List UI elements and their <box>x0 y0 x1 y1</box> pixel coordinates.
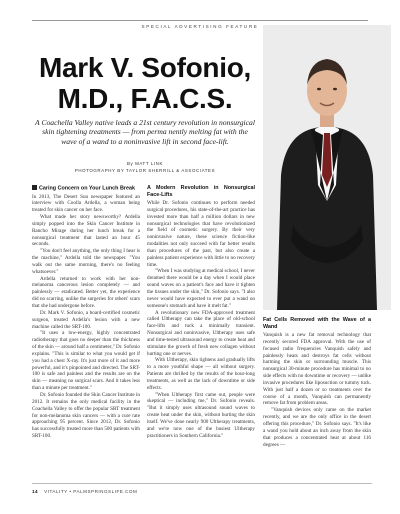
footer-text: VITALITY • PALMSPRINGSLIFE.COM <box>44 489 138 494</box>
body-paragraph: While Dr. Sofonio continues to perform needed surgical procedures, his state-of-the-art practice has invested more than half a million dollars in new nonsurgical technologies that have revolutionized the field of cosmetic surgery. By their very noninvasive nature, these science fiction-like modalities not only succeed with far better results than procedures of the past, but also create a painless patient experience with little to no recovery time. <box>147 200 255 268</box>
body-paragraph: Vanquish is a new fat removal technology that recently secured FDA approval. With the use of focused radio frequencies Vanquish safely and painlessly heats and destroys fat cells without harming the skin or surrounding muscle. This nonsurgical 30-minute procedure has minimal to no side effects with no downtime or recovery — unlike invasive procedures like liposuction or tummy tuck. With just half a dozen or so treatments over the course of a month, Vanquish can permanently remove fat from problem areas. <box>263 332 371 407</box>
byline-author: By MATT LINK <box>126 161 164 166</box>
article-title <box>20 52 270 114</box>
body-paragraph: Ardella returned to work with her non-melanoma cancerous lesion completely — and painlessly — eradicated. Better yet, the experience did no scarring, unlike the surgeries for others' scars that she had undergone before. <box>32 275 140 309</box>
title-line-2: M.D., F.A.C.S. <box>57 83 233 114</box>
body-paragraph: In 2013, The Desert Sun newspaper featured an interview with Coolla Ardella, a woman being treated for skin cancer on her face. <box>32 193 140 214</box>
body-paragraph: What made her story newsworthy? Ardella simply popped into the Skin Cancer Institute in Rancho Mirage during her lunch break for a nonsurgical treatment that lasted an hour 45 seconds. <box>32 214 140 248</box>
page-number: 14 <box>32 489 39 494</box>
column-2-heading: A Modern Revolution in Nonsurgical Face-Lifts <box>147 185 255 198</box>
doctor-portrait-illustration <box>263 25 391 310</box>
top-rule <box>32 20 368 21</box>
body-paragraph: "When I was studying at medical school, I never dreamed there would be a day when I would place sound waves on a patient's face and have it tighten the tissues under the skin," Dr. Sofonio says. "I also never would have expected to ever put a wand on someone's stomach and have it melt fat." <box>147 268 255 309</box>
page-footer <box>32 489 137 494</box>
body-paragraph: Dr. Mark V. Sofonio, a board-certified cosmetic surgeon, treated Ardella's lesion with a new machine called the SRT-100. <box>32 309 140 330</box>
footer-rule <box>32 483 372 484</box>
body-paragraph: "It uses a low-energy, highly concentrated radiotherapy that goes no deeper than the thickness of the skin — around half a centimeter," Dr. Sofonio explains. "This is similar to what you would get if you had a chest X-ray. It's just more of it and more powerful, and it's pinpointed and directed. The SRT-100 is safe and painless and the results are on the skin — meaning no surgical scars. And it takes less than a minute per treatment." <box>32 330 140 392</box>
article-column-3 <box>263 317 371 448</box>
column-1-heading-text: Caring Concern on Your Lunch Break <box>39 185 135 192</box>
section-label: SPECIAL ADVERTISING FEATURE <box>141 24 259 29</box>
article-deck: A Coachella Valley native leads a 21st century revolution in nonsurgical skin tightening treatments — from perma nently melting fat with the wave of a wand to a noninvasive lift in second face-lift. <box>35 118 255 146</box>
section-square-icon <box>32 185 37 190</box>
title-line-1: Mark V. Sofonio, <box>39 52 251 83</box>
body-paragraph: "You don't feel anything, the only thing I hear is the machine," Ardella told the newspaper. "You walk out the same morning, there's no feeling whatsoever." <box>32 248 140 275</box>
column-3-heading: Fat Cells Removed with the Wave of a Wand <box>263 317 371 330</box>
body-paragraph: A revolutionary new FDA-approved treatment called Ultherapy can take the place of old-school face-lifts and tuck a minimally transient. Nonsurgical and noninvasive, Ultherapy uses safe and time-tested ultrasound energy to create heat and stimulate the growth of fresh new collagen without hurting one or nerves. <box>147 309 255 357</box>
column-1-heading <box>32 185 140 193</box>
body-paragraph: With Ultherapy, skin tightens and gradually lifts to a more youthful shape — all without surgery. Patients are thrilled by the results of the hour-long treatments, as well as the lack of downtime or side effects. <box>147 357 255 391</box>
body-paragraph: "When Ultherapy first came out, people were skeptical — including me," Dr. Sofonio reveals. "But it simply uses ultrasound sound waves to create heat under the skin, without hurting the skin itself. We've done nearly 900 Ultherapy treatments, and we're now one of the busiest Ultherapy practitioners in Southern California." <box>147 391 255 439</box>
article-column-1 <box>32 185 140 440</box>
body-paragraph: Dr. Sofonio founded the Skin Cancer Institute in 2012. It remains the only medical facility in the Coachella Valley to offer the popular SRT treatment for non-melanoma skin cancers — with a cure rate approaching 95 percent. Since 2012, Dr. Sofonio has successfully treated more than 500 patients with SRT-100. <box>32 391 140 440</box>
photo-credit: PHOTOGRAPHY BY TAYLOR SHERRILL & ASSOCIATES <box>74 168 216 173</box>
byline <box>34 160 256 174</box>
doctor-portrait-photo <box>263 25 391 310</box>
article-column-2 <box>147 185 255 440</box>
body-paragraph: "Vanquish devices only came on the market recently, and we are the only office in the desert offering this procedure," Dr. Sofonio says. "It's like a wand you hold about an inch away from the skin that produces a concentrated heat at about 116 degrees — <box>263 407 371 448</box>
